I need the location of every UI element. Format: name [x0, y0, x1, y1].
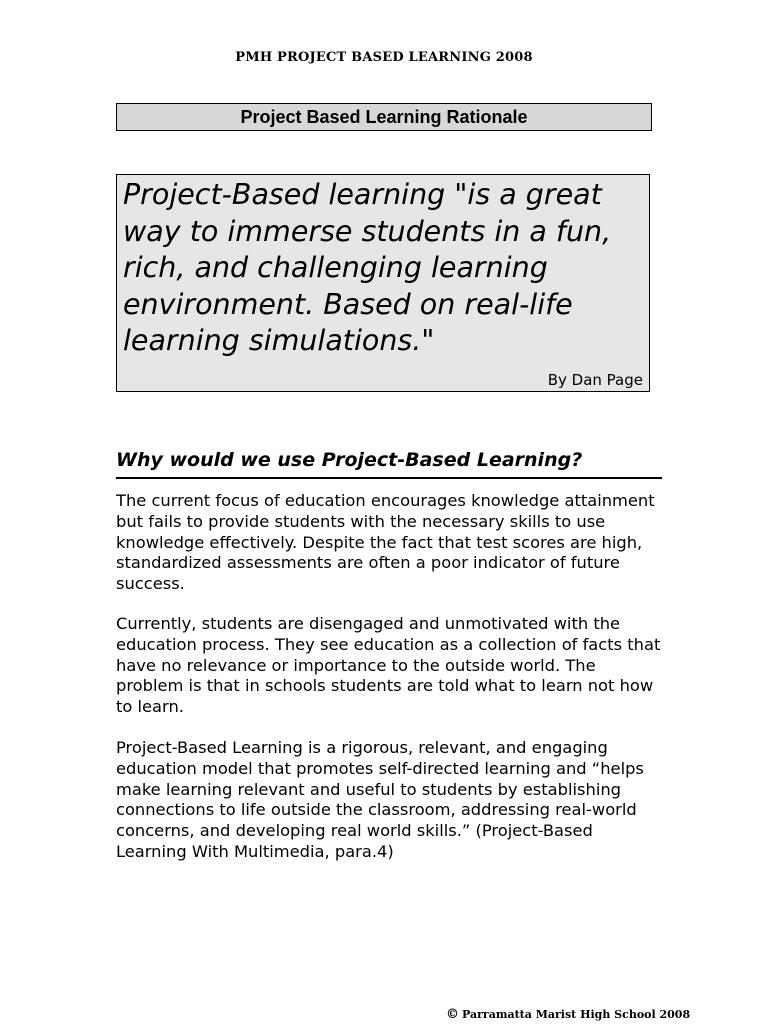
copyright-icon: © — [446, 1007, 459, 1022]
rationale-title: Project Based Learning Rationale — [240, 106, 528, 127]
rationale-title-box — [116, 103, 652, 131]
body-paragraph: Project-Based Learning is a rigorous, relevant, and engaging education model that promotes self-directed learning and “helps make learning relevant and useful to students by establishing connections to life outside the classroom, addressing real-world concerns, and developing real world skills.” (Project-Based Learning With Multimedia, para.4) — [116, 738, 644, 861]
body-paragraph: The current focus of education encourages knowledge attainment but fails to provide students with the necessary skills to use knowledge effectively. Despite the fact that test scores are high, standardized assessments are often a poor indicator of future success. — [116, 491, 655, 594]
section-heading: Why would we use Project-Based Learning? — [116, 448, 662, 479]
document-header: PMH PROJECT BASED LEARNING 2008 — [235, 50, 533, 65]
quote-box — [116, 174, 650, 392]
quote-text: Project-Based learning "is a great way to immerse students in a fun, rich, and challenging learning environment. Based on real-life learning simulations." — [123, 178, 612, 357]
body-paragraph: Currently, students are disengaged and unmotivated with the education process. They see education as a collection of facts that have no relevance or importance to the outside world. The problem is that in schools students are told what to learn not how to learn. — [116, 614, 661, 717]
footer — [446, 1007, 690, 1022]
quote-author: By Dan Page — [547, 371, 643, 389]
footer-text: Parramatta Marist High School 2008 — [462, 1008, 691, 1021]
